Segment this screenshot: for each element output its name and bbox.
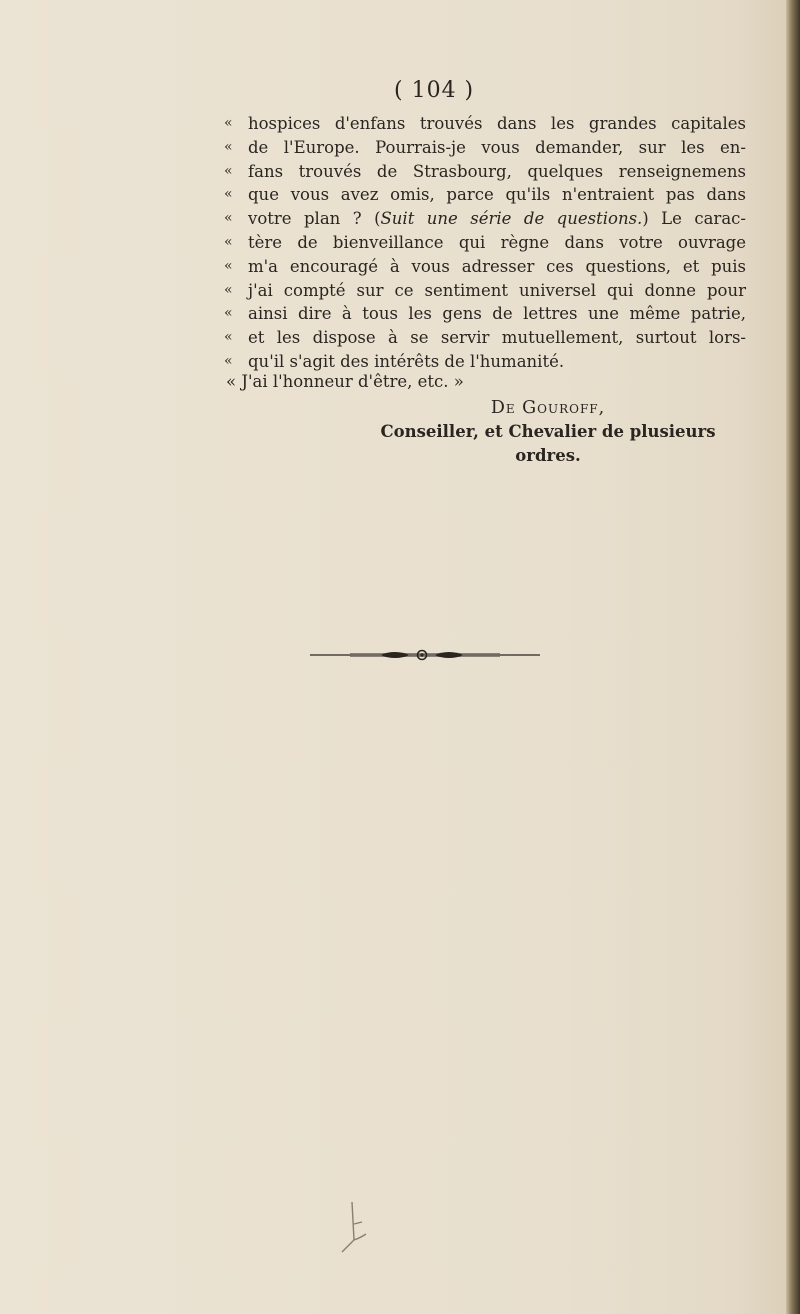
line-text: j'ai compté sur ce sentiment universel qui donne pour: [248, 280, 746, 300]
text-line: [226, 255, 746, 279]
quote-mark: «: [224, 305, 233, 322]
line-text-before: votre plan ? (: [248, 209, 381, 229]
line-text: qu'il s'agit des intérêts de l'humanité.: [248, 351, 565, 371]
signatory-title-line2: ordres.: [515, 446, 581, 465]
line-text: de l'Europe. Pourrais-je vous demander, sur les en-: [248, 137, 746, 157]
text-line: [226, 207, 746, 231]
signatory-title-line1: Conseiller, et Chevalier de plusieurs: [380, 422, 716, 441]
line-text: et les dispose à se servir mutuellement, surtout lors-: [248, 328, 746, 348]
text-line: [226, 326, 746, 350]
page-number: ( 104 ): [394, 78, 475, 103]
closing-formula: « J'ai l'honneur d'être, etc. »: [226, 372, 464, 391]
line-text: ainsi dire à tous les gens de lettres une même patrie,: [248, 304, 746, 324]
text-line: [226, 279, 746, 303]
quote-mark: «: [224, 138, 233, 155]
quote-mark: «: [224, 233, 233, 250]
quote-mark: «: [224, 257, 233, 274]
text-line: [226, 350, 746, 374]
library-mark-icon: [338, 1200, 378, 1260]
line-text: m'a encouragé à vous adresser ces questions, et puis: [248, 256, 746, 276]
signatory-name: De Gouroff,: [490, 398, 606, 418]
text-line: [226, 112, 746, 136]
text-line: [226, 183, 746, 207]
line-text-after: ) Le carac-: [642, 209, 746, 229]
text-line: [226, 231, 746, 255]
line-text: [248, 209, 746, 228]
ornamental-rule-icon: [310, 648, 540, 662]
page-edge-shadow: [786, 0, 800, 1314]
line-text: que vous avez omis, parce qu'ils n'entraient pas dans: [248, 185, 746, 205]
quote-mark: «: [224, 281, 233, 298]
quote-mark: «: [224, 352, 233, 369]
text-line: [226, 136, 746, 160]
line-text: hospices d'enfans trouvés dans les grandes capitales: [248, 114, 746, 133]
quote-mark: «: [224, 186, 233, 203]
letter-body: [226, 112, 746, 374]
quote-mark: «: [224, 115, 233, 131]
quote-mark: «: [224, 162, 233, 179]
signature-block: [368, 396, 728, 468]
editorial-note: Suit une série de questions.: [380, 209, 643, 229]
line-text: fans trouvés de Strasbourg, quelques renseignemens: [248, 161, 746, 181]
quote-mark: «: [224, 210, 233, 227]
quote-mark: «: [224, 329, 233, 346]
text-line: [226, 302, 746, 326]
text-line: [226, 160, 746, 184]
line-text: tère de bienveillance qui règne dans votre ouvrage: [248, 232, 746, 252]
